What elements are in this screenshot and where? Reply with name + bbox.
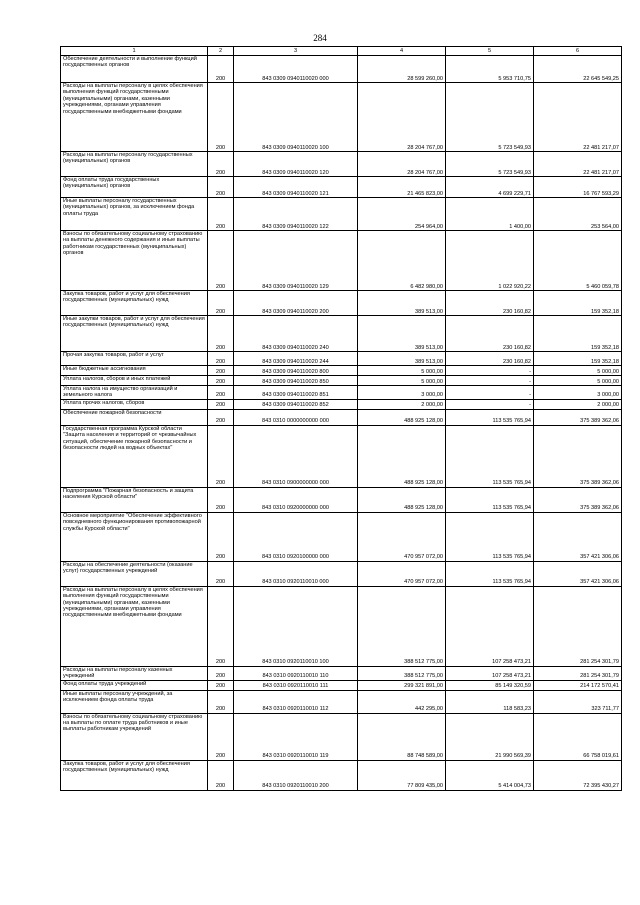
row-name-cell [61, 487, 208, 512]
row-name-text: Расходы на выплаты персоналу в целях обеспечения выполнения функций государственными (муниципальными) органами, казенными учреждениями, органами управления государственными внебюджетными фондами [63, 83, 203, 115]
row-type-cell: 200 [208, 512, 234, 561]
row-name-text: Основное мероприятие "Обеспечение эффективного повседневного функционирования противопожарной службы Курской области" [63, 512, 202, 532]
row-name-cell [61, 291, 208, 316]
page-number: 284 [313, 33, 327, 43]
row-amount-executed-cell: 113 535 765,94 [446, 409, 534, 425]
row-amount-executed-cell: - [446, 399, 534, 409]
row-name-text: Расходы на выплаты персоналу казенных учреждений [63, 666, 173, 680]
row-type-cell: 200 [208, 666, 234, 680]
row-code-cell: 843 0309 0940110020 200 [234, 291, 358, 316]
table-row [61, 680, 622, 690]
row-name-cell [61, 399, 208, 409]
row-amount-approved-cell: 5 000,00 [358, 366, 446, 376]
budget-table [60, 46, 622, 791]
row-code-cell: 843 0310 0920100000 000 [234, 512, 358, 561]
row-name-cell [61, 690, 208, 713]
table-row [61, 713, 622, 760]
table-row [61, 760, 622, 790]
row-type-cell: 200 [208, 152, 234, 177]
row-type-cell: 200 [208, 366, 234, 376]
row-code-cell: 843 0309 0940110020 121 [234, 177, 358, 198]
table-row [61, 366, 622, 376]
row-code-cell: 843 0309 0940110020 800 [234, 366, 358, 376]
header-cell: 3 [234, 47, 358, 56]
row-name-text: Уплата налогов, сборов и иных платежей [63, 376, 171, 382]
row-name-cell [61, 316, 208, 352]
row-amount-executed-cell: 118 583,23 [446, 690, 534, 713]
row-amount-executed-cell: 21 990 569,39 [446, 713, 534, 760]
row-name-cell [61, 666, 208, 680]
row-amount-remaining-cell: 159 352,18 [534, 291, 622, 316]
row-amount-executed-cell: 113 535 765,94 [446, 487, 534, 512]
header-cell: 5 [446, 47, 534, 56]
table-row [61, 198, 622, 231]
row-name-text: Обеспечение пожарной безопасности [63, 409, 162, 416]
row-name-cell [61, 152, 208, 177]
row-amount-executed-cell: 113 535 765,94 [446, 561, 534, 586]
row-amount-executed-cell: 1 022 920,22 [446, 231, 534, 291]
row-type-cell: 200 [208, 177, 234, 198]
row-amount-remaining-cell: 323 711,77 [534, 690, 622, 713]
row-code-cell: 843 0310 0920110010 110 [234, 666, 358, 680]
row-amount-approved-cell: 488 925 128,00 [358, 409, 446, 425]
row-amount-approved-cell: 299 321 891,00 [358, 680, 446, 690]
row-name-cell [61, 425, 208, 487]
row-type-cell: 200 [208, 425, 234, 487]
row-amount-approved-cell: 470 957 072,00 [358, 561, 446, 586]
row-amount-approved-cell: 5 000,00 [358, 376, 446, 386]
row-code-cell: 843 0309 0940110020 240 [234, 316, 358, 352]
row-amount-approved-cell: 389 513,00 [358, 352, 446, 366]
row-amount-approved-cell: 388 512 775,00 [358, 666, 446, 680]
row-name-cell [61, 409, 208, 425]
row-name-text: Государственная программа Курской области "Защита населения и территорий от чрезвычайных ситуаций, обеспечение пожарной безопасности и безопасности людей на водных объектах" [63, 425, 197, 452]
row-type-cell: 200 [208, 409, 234, 425]
row-amount-remaining-cell: 375 389 362,06 [534, 487, 622, 512]
row-amount-remaining-cell: 2 000,00 [534, 399, 622, 409]
header-cell: 1 [61, 47, 208, 56]
row-name-text: Уплата прочих налогов, сборов [63, 399, 145, 406]
row-code-cell: 843 0310 0920000000 000 [234, 487, 358, 512]
row-name-cell [61, 680, 208, 690]
row-amount-remaining-cell: 253 564,00 [534, 198, 622, 231]
row-type-cell: 200 [208, 83, 234, 152]
row-amount-approved-cell: 2 000,00 [358, 399, 446, 409]
row-amount-remaining-cell: 22 481 217,07 [534, 152, 622, 177]
row-name-cell [61, 352, 208, 366]
row-code-cell: 843 0309 0940110020 000 [234, 56, 358, 83]
row-amount-executed-cell: 85 149 320,59 [446, 680, 534, 690]
table-row [61, 386, 622, 400]
row-code-cell: 843 0309 0940110020 120 [234, 152, 358, 177]
row-amount-executed-cell: - [446, 386, 534, 400]
row-code-cell: 843 0310 0920110010 100 [234, 586, 358, 666]
row-name-text: Иные закупки товаров, работ и услуг для обеспечения государственных (муниципальных) нужд [63, 316, 205, 329]
row-amount-executed-cell: 113 535 765,94 [446, 512, 534, 561]
row-code-cell: 843 0309 0940110020 851 [234, 386, 358, 400]
header-cell: 4 [358, 47, 446, 56]
row-amount-remaining-cell: 375 389 362,06 [534, 425, 622, 487]
header-cell: 2 [208, 47, 234, 56]
row-name-text: Взносы по обязательному социальному страхованию на выплаты денежного содержания и иные выплаты работникам государственных (муниципальных) органов [63, 231, 203, 257]
row-amount-executed-cell: 5 723 549,93 [446, 152, 534, 177]
row-code-cell: 843 0309 0940110020 100 [234, 83, 358, 152]
row-amount-remaining-cell: 357 421 306,06 [534, 512, 622, 561]
row-amount-remaining-cell: 72 395 430,27 [534, 760, 622, 790]
row-type-cell: 200 [208, 713, 234, 760]
row-amount-approved-cell: 488 925 128,00 [358, 487, 446, 512]
row-amount-executed-cell: 5 953 710,75 [446, 56, 534, 83]
row-name-cell [61, 713, 208, 760]
row-name-text: Взносы по обязательному социальному страхованию на выплаты по оплате труда работников и иные выплаты работникам учреждений [63, 713, 203, 733]
row-name-cell [61, 512, 208, 561]
row-amount-remaining-cell: 66 758 019,61 [534, 713, 622, 760]
table-row [61, 425, 622, 487]
row-name-text: Закупка товаров, работ и услуг для обеспечения государственных (муниципальных) нужд [63, 760, 190, 774]
row-code-cell: 843 0310 0920110010 119 [234, 713, 358, 760]
table-row [61, 487, 622, 512]
row-amount-approved-cell: 28 204 767,00 [358, 152, 446, 177]
row-amount-remaining-cell: 5 460 059,78 [534, 231, 622, 291]
row-name-text: Уплата налога на имущество организаций и земельного налога [63, 386, 178, 399]
row-amount-approved-cell: 389 513,00 [358, 291, 446, 316]
row-amount-executed-cell: 1 400,00 [446, 198, 534, 231]
row-type-cell: 200 [208, 386, 234, 400]
row-amount-executed-cell: 230 160,82 [446, 316, 534, 352]
row-amount-remaining-cell: 5 000,00 [534, 366, 622, 376]
row-amount-remaining-cell: 214 172 570,41 [534, 680, 622, 690]
row-name-text: Иные выплаты персоналу учреждений, за исключением фонда оплаты труда [63, 690, 173, 704]
row-amount-approved-cell: 470 957 072,00 [358, 512, 446, 561]
table-header-row [61, 47, 622, 56]
table-row [61, 512, 622, 561]
row-type-cell: 200 [208, 56, 234, 83]
row-code-cell: 843 0309 0940110020 129 [234, 231, 358, 291]
row-name-text: Обеспечение деятельности и выполнение функций государственных органов [63, 56, 197, 69]
row-name-text: Расходы на выплаты персоналу в целях обеспечения выполнения функций государственными (муниципальными) органами, казенными учреждениями, органами управления государственными внебюджетными фондами [63, 586, 203, 619]
row-name-text: Иные выплаты персоналу государственных (муниципальных) органов, за исключением фонда оплаты труда [63, 198, 195, 217]
row-amount-remaining-cell: 159 352,18 [534, 316, 622, 352]
row-type-cell: 200 [208, 291, 234, 316]
row-amount-approved-cell: 28 599 260,00 [358, 56, 446, 83]
row-amount-approved-cell: 389 513,00 [358, 316, 446, 352]
row-name-text: Прочая закупка товаров, работ и услуг [63, 352, 164, 358]
table-row [61, 409, 622, 425]
row-code-cell: 843 0310 0920110010 111 [234, 680, 358, 690]
table-row [61, 586, 622, 666]
row-code-cell: 843 0309 0940110020 244 [234, 352, 358, 366]
row-amount-approved-cell: 21 465 823,00 [358, 177, 446, 198]
table-row [61, 666, 622, 680]
table-row [61, 376, 622, 386]
row-amount-remaining-cell: 281 254 301,79 [534, 666, 622, 680]
row-name-cell [61, 198, 208, 231]
row-amount-executed-cell: 107 258 473,21 [446, 586, 534, 666]
row-name-cell [61, 760, 208, 790]
row-amount-remaining-cell: 3 000,00 [534, 386, 622, 400]
row-amount-executed-cell: 5 723 549,93 [446, 83, 534, 152]
row-amount-executed-cell: 113 535 765,94 [446, 425, 534, 487]
table-row [61, 399, 622, 409]
row-type-cell: 200 [208, 760, 234, 790]
row-amount-approved-cell: 28 204 767,00 [358, 83, 446, 152]
row-code-cell: 843 0309 0940110020 122 [234, 198, 358, 231]
row-code-cell: 843 0309 0940110020 852 [234, 399, 358, 409]
row-name-cell [61, 366, 208, 376]
row-amount-approved-cell: 442 295,00 [358, 690, 446, 713]
row-name-cell [61, 561, 208, 586]
row-amount-executed-cell: - [446, 366, 534, 376]
table-row [61, 352, 622, 366]
row-name-text: Иные бюджетные ассигнования [63, 366, 146, 372]
table-row [61, 56, 622, 83]
row-type-cell: 200 [208, 487, 234, 512]
row-name-cell [61, 586, 208, 666]
row-name-text: Закупка товаров, работ и услуг для обеспечения государственных (муниципальных) нужд [63, 291, 190, 304]
row-amount-executed-cell: 107 258 473,21 [446, 666, 534, 680]
row-name-cell [61, 56, 208, 83]
row-name-cell [61, 231, 208, 291]
row-amount-remaining-cell: 281 254 301,79 [534, 586, 622, 666]
row-code-cell: 843 0310 0920110010 112 [234, 690, 358, 713]
row-type-cell: 200 [208, 352, 234, 366]
row-type-cell: 200 [208, 198, 234, 231]
row-amount-approved-cell: 77 809 435,00 [358, 760, 446, 790]
row-amount-approved-cell: 388 512 775,00 [358, 586, 446, 666]
row-name-text: Расходы на обеспечение деятельности (оказание услуг) государственных учреждений [63, 561, 193, 575]
row-type-cell: 200 [208, 680, 234, 690]
table-row [61, 316, 622, 352]
row-amount-executed-cell: 4 699 229,71 [446, 177, 534, 198]
row-amount-approved-cell: 88 748 589,00 [358, 713, 446, 760]
row-amount-executed-cell: - [446, 376, 534, 386]
row-type-cell: 200 [208, 690, 234, 713]
row-amount-approved-cell: 488 925 128,00 [358, 425, 446, 487]
row-amount-approved-cell: 6 482 980,00 [358, 231, 446, 291]
row-name-cell [61, 177, 208, 198]
row-type-cell: 200 [208, 561, 234, 586]
row-name-cell [61, 376, 208, 386]
row-name-cell [61, 83, 208, 152]
row-amount-executed-cell: 230 160,82 [446, 291, 534, 316]
row-type-cell: 200 [208, 376, 234, 386]
row-amount-remaining-cell: 5 000,00 [534, 376, 622, 386]
table-row [61, 83, 622, 152]
row-amount-remaining-cell: 22 645 549,25 [534, 56, 622, 83]
row-amount-remaining-cell: 22 481 217,07 [534, 83, 622, 152]
row-code-cell: 843 0310 0900000000 000 [234, 425, 358, 487]
row-name-text: Фонд оплаты труда учреждений [63, 680, 147, 687]
table-row [61, 231, 622, 291]
row-name-cell [61, 386, 208, 400]
row-name-text: Фонд оплаты труда государственных (муниципальных) органов [63, 177, 160, 190]
row-type-cell: 200 [208, 586, 234, 666]
table-row [61, 152, 622, 177]
row-type-cell: 200 [208, 399, 234, 409]
row-amount-remaining-cell: 159 352,18 [534, 352, 622, 366]
row-name-text: Подпрограмма "Пожарная безопасность и защита населения Курской области" [63, 487, 194, 501]
row-name-text: Расходы на выплаты персоналу государственных (муниципальных) органов [63, 152, 193, 165]
row-code-cell: 843 0310 0920110010 000 [234, 561, 358, 586]
row-code-cell: 843 0310 0920110010 200 [234, 760, 358, 790]
row-amount-approved-cell: 3 000,00 [358, 386, 446, 400]
row-type-cell: 200 [208, 231, 234, 291]
row-amount-approved-cell: 254 964,00 [358, 198, 446, 231]
header-cell: 6 [534, 47, 622, 56]
table-row [61, 690, 622, 713]
table-row [61, 291, 622, 316]
row-amount-remaining-cell: 16 767 593,29 [534, 177, 622, 198]
row-amount-remaining-cell: 375 389 362,06 [534, 409, 622, 425]
row-amount-executed-cell: 230 160,82 [446, 352, 534, 366]
table-row [61, 561, 622, 586]
row-type-cell: 200 [208, 316, 234, 352]
table-row [61, 177, 622, 198]
row-amount-executed-cell: 5 414 004,73 [446, 760, 534, 790]
row-amount-remaining-cell: 357 421 306,06 [534, 561, 622, 586]
row-code-cell: 843 0310 0000000000 000 [234, 409, 358, 425]
row-code-cell: 843 0309 0940110020 850 [234, 376, 358, 386]
